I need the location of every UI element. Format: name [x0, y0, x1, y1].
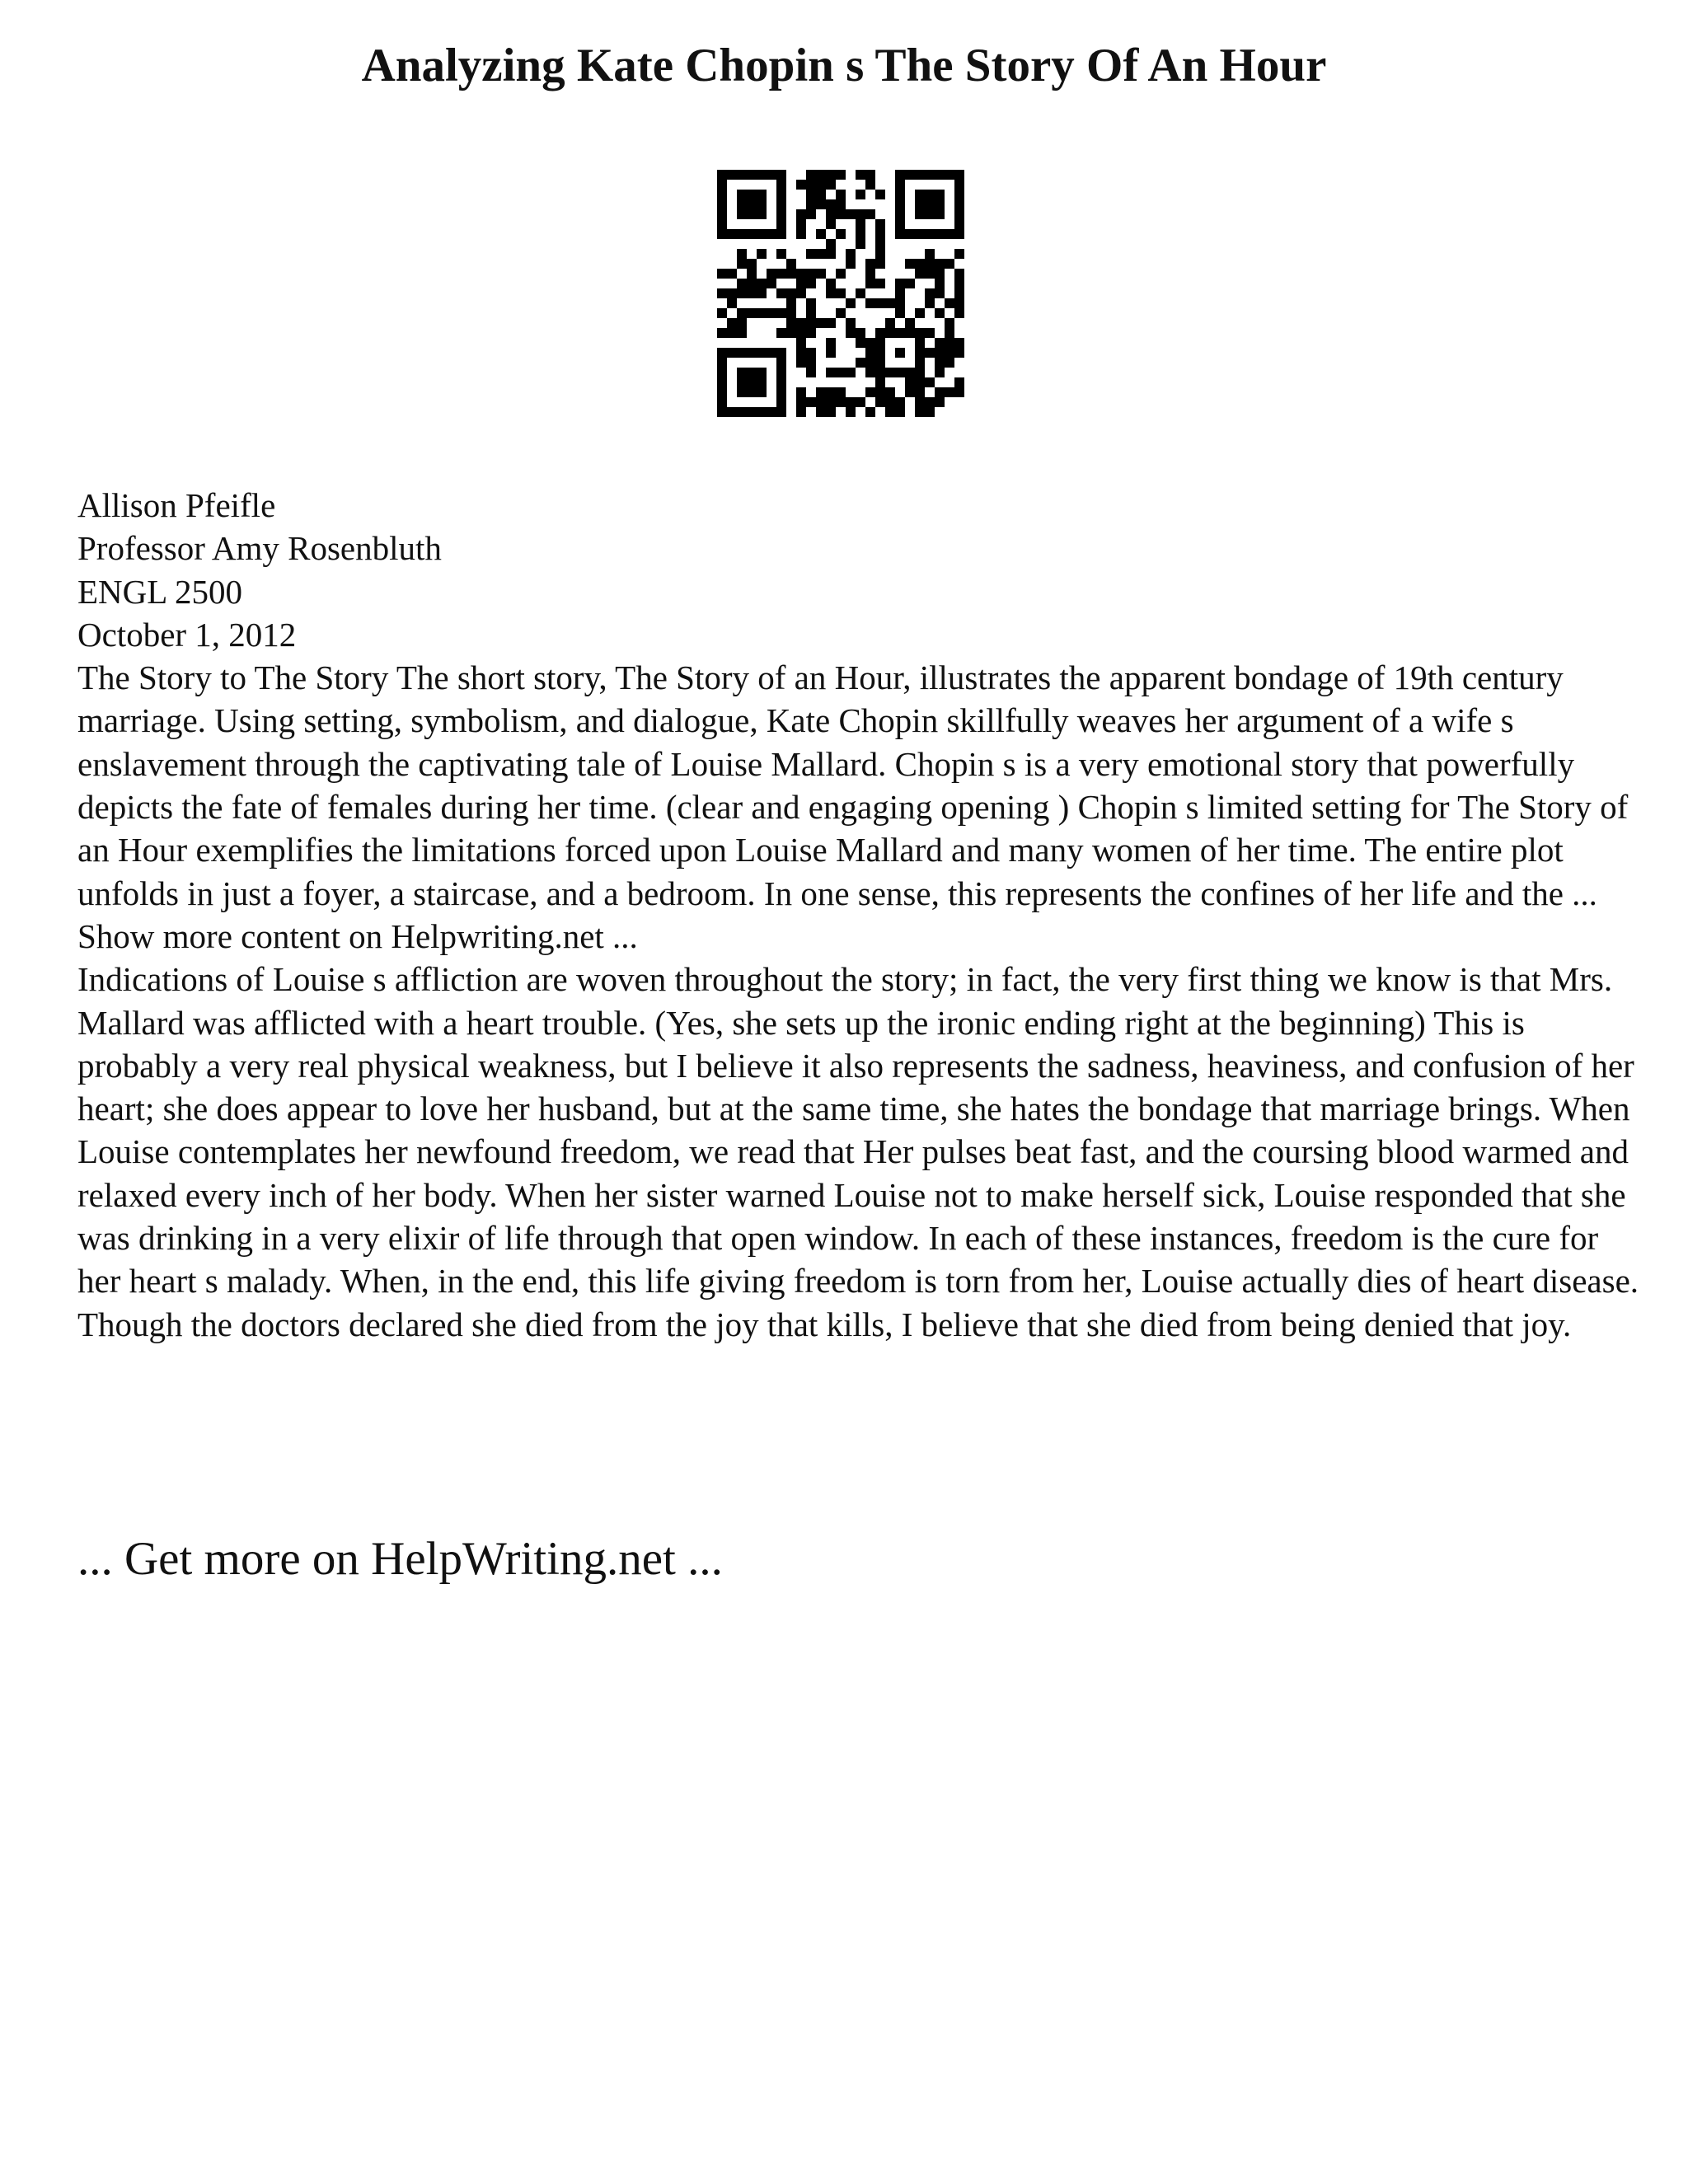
body-paragraph-2: Indications of Louise s affliction are woven throughout the story; in fact, the very first thing we know is that Mrs. Mallard was afflicted with a heart trouble. (Yes, she sets up the ironic ending right at the beginning) This is probably a very real physical weakness, but I believe it also represents the sadness, heaviness, and confusion of her heart; she does appear to love her husband, but at the same time, she hates the bondage that marriage brings. When Louise contemplates her newfound freedom, we read that Her pulses beat fast, and the coursing blood warmed and relaxed every inch of her body. When her sister warned Louise not to make herself sick, Louise responded that she was drinking in a very elixir of life through that open window. In each of these instances, freedom is the cure for her heart s malady. When, in the end, this life giving freedom is torn from her, Louise actually dies of heart disease. Though the doctors declared she died from the joy that kills, I believe that she died from being denied that joy. — [77, 960, 1639, 1343]
document-body — [77, 484, 1643, 1346]
document-title: Analyzing Kate Chopin s The Story Of An Hour — [361, 40, 1327, 91]
qr-code-icon — [717, 170, 964, 417]
course-code: ENGL 2500 — [77, 572, 243, 611]
author-name: Allison Pfeifle — [77, 486, 276, 524]
body-paragraph-1: The Story to The Story The short story, The Story of an Hour, illustrates the apparent bondage of 19th century marriage. Using setting, symbolism, and dialogue, Kate Chopin skillfully weaves her argument of a wife s enslavement through the captivating tale of Louise Mallard. Chopin s is a very emotional story that powerfully depicts the fate of females during her time. (clear and engaging opening ) Chopin s limited setting for The Story of an Hour exemplifies the limitations forced upon Louise Mallard and many women of her time. The entire plot unfolds in just a foyer, a staircase, and a bedroom. In one sense, this represents the confines of her life and the ... Show more content on Helpwriting.net ... — [77, 658, 1629, 955]
document-date: October 1, 2012 — [77, 615, 297, 654]
professor-name: Professor Amy Rosenbluth — [77, 529, 442, 568]
get-more-link[interactable]: ... Get more on HelpWriting.net ... — [77, 1533, 723, 1585]
